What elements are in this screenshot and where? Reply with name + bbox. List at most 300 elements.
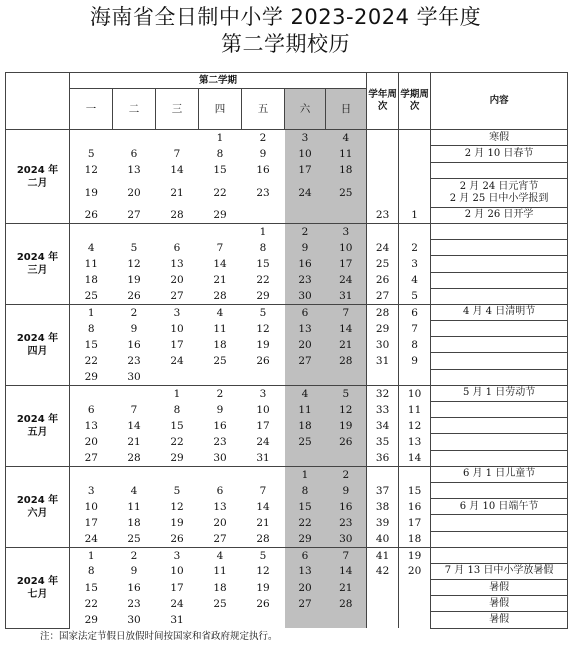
day-cell: 26 xyxy=(256,355,270,368)
day-cell: 28 xyxy=(127,451,141,464)
content-cell xyxy=(431,337,568,353)
content-cell xyxy=(431,547,568,563)
day-cell: 3 xyxy=(156,547,199,563)
day-cell: 26 xyxy=(127,290,141,303)
day-cell xyxy=(326,612,367,628)
day-cell: 30 xyxy=(285,288,326,304)
day-cell: 16 xyxy=(213,419,227,432)
day-cell: 28 xyxy=(213,290,227,303)
day-cell xyxy=(156,466,199,482)
day-cell: 18 xyxy=(326,162,367,178)
day-cell: 22 xyxy=(256,274,270,287)
day-cell: 28 xyxy=(326,596,367,612)
day-cell: 4 xyxy=(285,385,326,401)
calendar-table xyxy=(5,72,568,629)
day-cell: 4 xyxy=(87,241,95,254)
day-cell: 23 xyxy=(256,186,270,199)
day-cell xyxy=(242,369,285,385)
content-header: 内容 xyxy=(431,73,568,130)
day-cell: 8 xyxy=(87,322,95,335)
day-cell: 19 xyxy=(170,516,184,529)
school-week-cell xyxy=(367,162,399,178)
day-cell: 6 xyxy=(216,484,224,497)
month-label: 2024 年 四月 xyxy=(6,304,70,385)
day-cell: 5 xyxy=(242,547,285,563)
school-week-cell xyxy=(367,223,399,239)
content-cell: 7 月 13 日中小学放暑假 xyxy=(431,563,568,579)
day-cell xyxy=(156,223,199,239)
day-cell: 30 xyxy=(326,531,367,547)
day-cell xyxy=(113,223,156,239)
school-week-cell: 28 xyxy=(367,304,399,320)
day-cell: 13 xyxy=(285,563,326,579)
day-cell: 25 xyxy=(84,290,98,303)
day-cell xyxy=(285,450,326,466)
day-cell: 20 xyxy=(285,337,326,353)
day-cell: 27 xyxy=(285,353,326,369)
day-cell: 10 xyxy=(170,565,184,578)
day-cell: 23 xyxy=(127,597,141,610)
week-row xyxy=(6,499,568,515)
day-cell: 24 xyxy=(170,597,184,610)
content-cell: 寒假 xyxy=(431,130,568,146)
day-cell: 29 xyxy=(285,531,326,547)
day-cell: 16 xyxy=(127,581,141,594)
day-cell xyxy=(285,369,326,385)
content-cell xyxy=(431,162,568,178)
day-cell: 19 xyxy=(256,581,270,594)
day-cell: 22 xyxy=(84,355,98,368)
day-cell: 25 xyxy=(326,178,367,207)
day-cell: 6 xyxy=(285,547,326,563)
month-label: 2024 年 五月 xyxy=(6,385,70,466)
weekday-header: 一 xyxy=(70,89,113,130)
month-label: 2024 年 七月 xyxy=(6,547,70,628)
content-cell xyxy=(431,482,568,498)
school-week-cell xyxy=(367,596,399,612)
day-cell: 15 xyxy=(256,257,270,270)
day-cell: 31 xyxy=(256,451,270,464)
day-cell: 30 xyxy=(213,451,227,464)
day-cell: 8 xyxy=(173,403,181,416)
day-cell: 14 xyxy=(256,500,270,513)
day-cell: 18 xyxy=(213,581,227,594)
school-week-cell: 41 xyxy=(367,547,399,563)
day-cell: 27 xyxy=(127,209,141,222)
day-cell: 16 xyxy=(127,338,141,351)
day-cell: 14 xyxy=(326,321,367,337)
day-cell: 19 xyxy=(127,274,141,287)
day-cell: 11 xyxy=(84,257,98,270)
term-week-cell: 16 xyxy=(399,499,431,515)
term-week-cell: 19 xyxy=(399,547,431,563)
day-cell: 19 xyxy=(256,338,270,351)
school-week-cell: 42 xyxy=(367,563,399,579)
day-cell xyxy=(285,612,326,628)
day-cell: 17 xyxy=(170,581,184,594)
day-cell: 5 xyxy=(173,484,181,497)
day-cell: 26 xyxy=(326,434,367,450)
day-cell: 7 xyxy=(216,241,224,254)
week-row xyxy=(6,162,568,178)
weekday-header: 日 xyxy=(326,89,367,130)
day-cell: 4 xyxy=(199,304,242,320)
day-cell: 27 xyxy=(213,532,227,545)
day-cell: 23 xyxy=(285,272,326,288)
day-cell xyxy=(156,130,199,146)
content-cell xyxy=(431,434,568,450)
day-cell: 13 xyxy=(213,500,227,513)
term-week-cell: 7 xyxy=(399,321,431,337)
content-cell xyxy=(431,223,568,239)
term-week-cell: 2 xyxy=(399,240,431,256)
content-cell xyxy=(431,531,568,547)
day-cell: 26 xyxy=(84,209,98,222)
day-cell: 17 xyxy=(285,162,326,178)
week-row xyxy=(6,482,568,498)
week-row xyxy=(6,369,568,385)
day-cell: 26 xyxy=(170,532,184,545)
day-cell: 31 xyxy=(326,288,367,304)
page-subtitle: 第二学期校历 xyxy=(221,32,350,56)
day-cell: 28 xyxy=(326,353,367,369)
day-cell: 17 xyxy=(326,256,367,272)
day-cell: 7 xyxy=(326,304,367,320)
day-cell: 18 xyxy=(127,516,141,529)
day-cell: 30 xyxy=(127,614,141,627)
day-cell: 31 xyxy=(170,614,184,627)
semester-header: 第二学期 xyxy=(70,73,367,89)
day-cell: 10 xyxy=(256,403,270,416)
day-cell: 1 xyxy=(199,130,242,146)
week-row xyxy=(6,466,568,482)
day-cell: 25 xyxy=(213,355,227,368)
day-cell: 6 xyxy=(173,241,181,254)
day-cell: 27 xyxy=(170,290,184,303)
day-cell: 2 xyxy=(199,385,242,401)
day-cell: 1 xyxy=(285,466,326,482)
day-cell xyxy=(242,612,285,628)
content-cell xyxy=(431,272,568,288)
day-cell xyxy=(113,385,156,401)
day-cell: 29 xyxy=(170,451,184,464)
week-row xyxy=(6,563,568,579)
content-cell: 暑假 xyxy=(431,580,568,596)
content-cell: 2 月 10 日春节 xyxy=(431,146,568,162)
day-cell: 3 xyxy=(326,223,367,239)
day-cell: 9 xyxy=(130,322,138,335)
day-cell: 6 xyxy=(87,403,95,416)
day-cell: 11 xyxy=(213,565,227,578)
weekday-header: 五 xyxy=(242,89,285,130)
content-cell xyxy=(431,402,568,418)
day-cell: 28 xyxy=(170,209,184,222)
content-cell xyxy=(431,256,568,272)
school-week-cell: 31 xyxy=(367,353,399,369)
weekday-header: 四 xyxy=(199,89,242,130)
day-cell: 20 xyxy=(213,516,227,529)
day-cell: 14 xyxy=(170,164,184,177)
school-week-cell xyxy=(367,178,399,207)
term-week-cell xyxy=(399,162,431,178)
term-week-cell: 8 xyxy=(399,337,431,353)
day-cell: 14 xyxy=(213,257,227,270)
term-week-cell: 5 xyxy=(399,288,431,304)
school-week-cell xyxy=(367,369,399,385)
school-week-cell: 40 xyxy=(367,531,399,547)
term-week-cell: 20 xyxy=(399,563,431,579)
school-week-cell: 25 xyxy=(367,256,399,272)
day-cell: 9 xyxy=(216,403,224,416)
school-week-cell: 26 xyxy=(367,272,399,288)
day-cell xyxy=(70,385,113,401)
day-cell: 12 xyxy=(256,322,270,335)
school-week-cell xyxy=(367,612,399,628)
day-cell xyxy=(70,130,113,146)
content-cell: 2 月 26 日开学 xyxy=(431,207,568,223)
day-cell: 29 xyxy=(84,614,98,627)
day-cell: 24 xyxy=(326,272,367,288)
day-cell: 2 xyxy=(326,466,367,482)
week-row xyxy=(6,256,568,272)
term-week-cell xyxy=(399,596,431,612)
day-cell: 12 xyxy=(326,402,367,418)
term-week-cell xyxy=(399,369,431,385)
weekday-header: 三 xyxy=(156,89,199,130)
month-header xyxy=(6,73,70,130)
school-week-cell: 32 xyxy=(367,385,399,401)
day-cell: 10 xyxy=(326,240,367,256)
day-cell: 25 xyxy=(127,532,141,545)
content-cell xyxy=(431,321,568,337)
day-cell: 2 xyxy=(285,223,326,239)
school-week-cell xyxy=(367,580,399,596)
school-week-cell: 39 xyxy=(367,515,399,531)
day-cell: 12 xyxy=(256,565,270,578)
day-cell: 13 xyxy=(170,257,184,270)
week-row xyxy=(6,321,568,337)
school-week-cell xyxy=(367,146,399,162)
week-row xyxy=(6,547,568,563)
week-row xyxy=(6,353,568,369)
term-week-cell xyxy=(399,146,431,162)
term-week-cell xyxy=(399,130,431,146)
day-cell xyxy=(70,466,113,482)
content-cell: 暑假 xyxy=(431,612,568,628)
day-cell: 11 xyxy=(127,500,141,513)
term-week-cell: 9 xyxy=(399,353,431,369)
day-cell: 17 xyxy=(170,338,184,351)
day-cell: 4 xyxy=(199,547,242,563)
day-cell: 21 xyxy=(326,337,367,353)
content-cell: 4 月 4 日清明节 xyxy=(431,304,568,320)
week-row xyxy=(6,515,568,531)
day-cell xyxy=(242,207,285,223)
day-cell: 13 xyxy=(285,321,326,337)
day-cell: 21 xyxy=(213,274,227,287)
day-cell: 16 xyxy=(285,256,326,272)
day-cell: 2 xyxy=(242,130,285,146)
term-week-cell: 1 xyxy=(399,207,431,223)
week-row xyxy=(6,288,568,304)
content-cell xyxy=(431,288,568,304)
day-cell: 15 xyxy=(84,581,98,594)
week-row xyxy=(6,146,568,162)
day-cell: 22 xyxy=(213,186,227,199)
day-cell: 15 xyxy=(170,419,184,432)
day-cell: 27 xyxy=(285,596,326,612)
day-cell: 24 xyxy=(256,435,270,448)
day-cell: 3 xyxy=(285,130,326,146)
day-cell xyxy=(199,369,242,385)
day-cell: 19 xyxy=(326,418,367,434)
day-cell: 3 xyxy=(87,484,95,497)
day-cell: 23 xyxy=(213,435,227,448)
term-week-cell: 3 xyxy=(399,256,431,272)
day-cell: 24 xyxy=(285,178,326,207)
day-cell: 4 xyxy=(326,130,367,146)
term-week-cell: 4 xyxy=(399,272,431,288)
content-cell xyxy=(431,240,568,256)
school-week-cell xyxy=(367,466,399,482)
school-week-cell: 27 xyxy=(367,288,399,304)
day-cell: 18 xyxy=(84,274,98,287)
day-cell: 1 xyxy=(70,304,113,320)
content-cell xyxy=(431,515,568,531)
week-row xyxy=(6,223,568,239)
school-week-cell: 37 xyxy=(367,482,399,498)
day-cell: 12 xyxy=(84,164,98,177)
day-cell xyxy=(242,466,285,482)
content-cell: 6 月 10 日端午节 xyxy=(431,499,568,515)
day-cell: 29 xyxy=(213,209,227,222)
day-cell: 29 xyxy=(84,370,98,383)
day-cell: 14 xyxy=(326,563,367,579)
day-cell: 22 xyxy=(170,435,184,448)
day-cell xyxy=(199,612,242,628)
school-week-cell: 33 xyxy=(367,402,399,418)
term-week-cell: 12 xyxy=(399,418,431,434)
content-cell: 6 月 1 日儿童节 xyxy=(431,466,568,482)
day-cell: 8 xyxy=(216,147,224,160)
term-week-cell xyxy=(399,580,431,596)
day-cell: 21 xyxy=(256,516,270,529)
day-cell: 30 xyxy=(127,370,141,383)
day-cell: 10 xyxy=(285,146,326,162)
day-cell: 7 xyxy=(259,484,267,497)
week-row xyxy=(6,207,568,223)
school-week-cell: 29 xyxy=(367,321,399,337)
weekday-header: 二 xyxy=(113,89,156,130)
day-cell: 16 xyxy=(326,499,367,515)
day-cell: 28 xyxy=(256,532,270,545)
day-cell: 29 xyxy=(256,290,270,303)
day-cell xyxy=(70,223,113,239)
school-week-header: 学年周次 xyxy=(367,73,399,130)
month-label: 2024 年 三月 xyxy=(6,223,70,304)
day-cell: 2 xyxy=(113,304,156,320)
school-week-cell: 23 xyxy=(367,207,399,223)
content-cell: 2 月 24 日元宵节 2 月 25 日中小学报到 xyxy=(431,178,568,207)
content-cell: 暑假 xyxy=(431,596,568,612)
school-week-cell: 24 xyxy=(367,240,399,256)
day-cell: 5 xyxy=(130,241,138,254)
school-week-cell xyxy=(367,130,399,146)
week-row xyxy=(6,450,568,466)
day-cell: 13 xyxy=(127,164,141,177)
term-week-cell: 10 xyxy=(399,385,431,401)
term-week-header: 学期周次 xyxy=(399,73,431,130)
week-row xyxy=(6,612,568,628)
day-cell: 2 xyxy=(113,547,156,563)
day-cell: 21 xyxy=(127,435,141,448)
day-cell: 3 xyxy=(242,385,285,401)
day-cell: 1 xyxy=(242,223,285,239)
day-cell: 11 xyxy=(285,402,326,418)
day-cell: 20 xyxy=(170,274,184,287)
day-cell: 27 xyxy=(84,451,98,464)
day-cell: 22 xyxy=(285,515,326,531)
day-cell xyxy=(199,466,242,482)
day-cell xyxy=(113,466,156,482)
week-row xyxy=(6,596,568,612)
term-week-cell: 15 xyxy=(399,482,431,498)
day-cell: 1 xyxy=(70,547,113,563)
day-cell: 11 xyxy=(213,322,227,335)
day-cell: 22 xyxy=(84,597,98,610)
day-cell: 12 xyxy=(127,257,141,270)
day-cell: 9 xyxy=(259,147,267,160)
page-title: 海南省全日制中小学 2023-2024 学年度 xyxy=(89,5,482,29)
day-cell: 20 xyxy=(127,186,141,199)
day-cell: 24 xyxy=(170,355,184,368)
week-row xyxy=(6,531,568,547)
week-row xyxy=(6,240,568,256)
day-cell: 5 xyxy=(87,147,95,160)
day-cell xyxy=(156,369,199,385)
week-row xyxy=(6,178,568,207)
school-week-cell: 34 xyxy=(367,418,399,434)
day-cell: 5 xyxy=(242,304,285,320)
week-row xyxy=(6,337,568,353)
week-row xyxy=(6,304,568,320)
week-row xyxy=(6,385,568,401)
week-row xyxy=(6,402,568,418)
school-week-cell: 30 xyxy=(367,337,399,353)
day-cell: 8 xyxy=(87,565,95,578)
day-cell xyxy=(326,207,367,223)
day-cell: 10 xyxy=(170,322,184,335)
day-cell: 12 xyxy=(170,500,184,513)
day-cell: 7 xyxy=(173,147,181,160)
week-row xyxy=(6,418,568,434)
day-cell: 9 xyxy=(285,240,326,256)
content-cell xyxy=(431,353,568,369)
day-cell: 23 xyxy=(127,355,141,368)
day-cell: 5 xyxy=(326,385,367,401)
day-cell: 17 xyxy=(84,516,98,529)
day-cell: 17 xyxy=(256,419,270,432)
day-cell: 14 xyxy=(127,419,141,432)
school-week-cell: 35 xyxy=(367,434,399,450)
day-cell: 3 xyxy=(156,304,199,320)
day-cell: 9 xyxy=(326,482,367,498)
day-cell: 4 xyxy=(130,484,138,497)
footnote: 注：国家法定节假日放假时间按国家和省政府规定执行。 xyxy=(40,631,278,642)
day-cell xyxy=(113,130,156,146)
week-row xyxy=(6,130,568,146)
day-cell: 6 xyxy=(130,147,138,160)
